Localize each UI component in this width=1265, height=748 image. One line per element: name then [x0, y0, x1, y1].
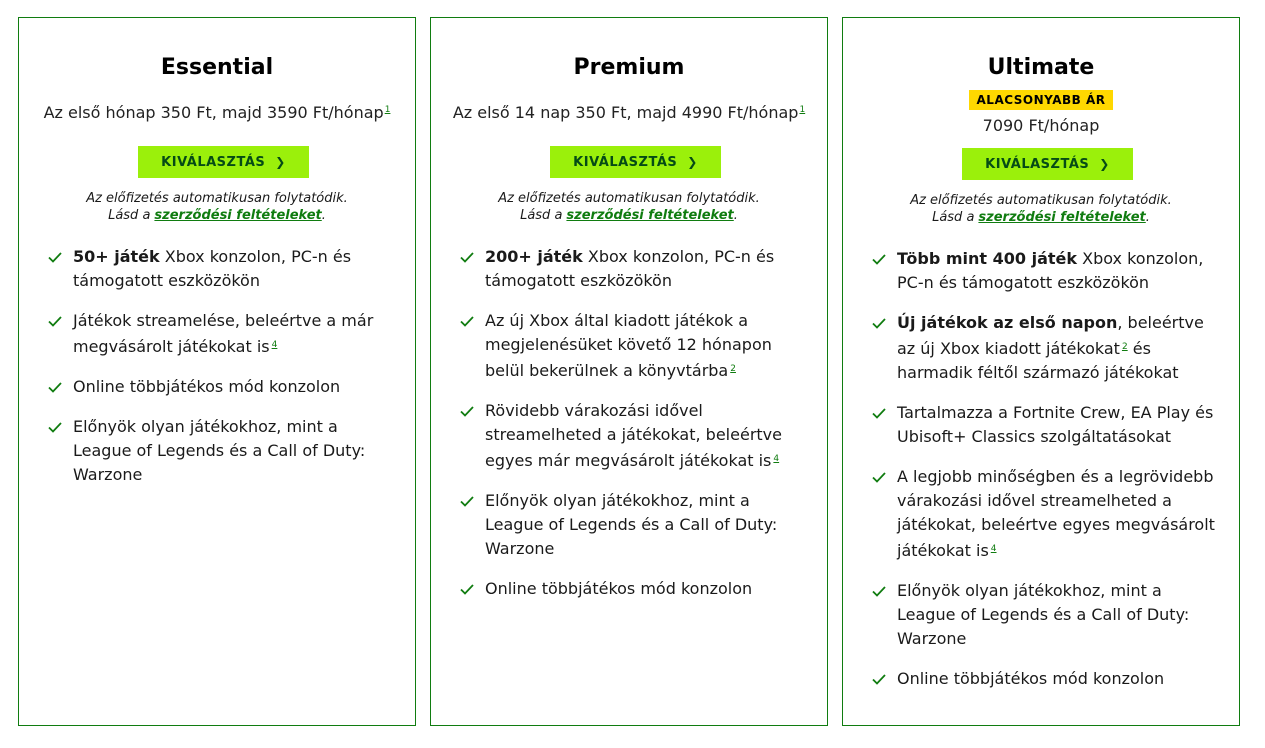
feature-text: Online többjátékos mód konzolon: [897, 669, 1165, 688]
feature-text: , beleértve az új Xbox kiadott játékokat: [897, 313, 1204, 358]
plan-title: Ultimate: [987, 55, 1095, 80]
feature-text: Az új Xbox által kiadott játékok a megjelenésüket követő 12 hónapon belül bekerülnek a könyvtárba: [485, 311, 772, 380]
feature-item: [871, 667, 1219, 691]
select-plan-button[interactable]: KIVÁLASZTÁS ❯: [138, 146, 309, 178]
checkmark-icon: [459, 403, 475, 419]
feature-item: [871, 247, 1219, 295]
terms-note: Az előfizetés automatikusan folytatódik. Lásd a szerződési feltételeket.: [910, 193, 1172, 225]
feature-item: [459, 489, 807, 561]
feature-item: [459, 309, 807, 383]
feature-highlight: 50+ játék: [73, 247, 160, 266]
select-plan-button[interactable]: KIVÁLASZTÁS ❯: [550, 146, 721, 178]
terms-link[interactable]: szerződési feltételeket: [978, 210, 1146, 225]
plan-card-ultimate: [842, 17, 1240, 726]
feature-list: [871, 247, 1219, 707]
feature-item: [47, 375, 395, 399]
checkmark-icon: [871, 405, 887, 421]
feature-text: Xbox konzolon, PC-n és támogatott eszközökön: [73, 247, 352, 290]
checkmark-icon: [871, 251, 887, 267]
feature-text: Előnyök olyan játékokhoz, mint a League of Legends és a Call of Duty: Warzone: [485, 491, 778, 558]
feature-list: [459, 245, 807, 617]
plan-price: Az első hónap 350 Ft, majd 3590 Ft/hónap$^1$: [43, 103, 391, 122]
checkmark-icon: [47, 249, 63, 265]
lower-price-badge: ALACSONYABB ÁR: [969, 90, 1114, 110]
feature-item: [459, 245, 807, 293]
footnote-link[interactable]: 1: [384, 105, 391, 115]
footnote-link[interactable]: 4: [271, 340, 278, 350]
plan-title: Premium: [573, 55, 685, 80]
checkmark-icon: [871, 469, 887, 485]
feature-text-continued: és harmadik féltől származó játékokat: [897, 339, 1179, 382]
checkmark-icon: [47, 313, 63, 329]
feature-highlight: Több mint 400 játék: [897, 249, 1078, 268]
feature-text: Online többjátékos mód konzolon: [73, 377, 341, 396]
checkmark-icon: [459, 313, 475, 329]
feature-text: Tartalmazza a Fortnite Crew, EA Play és Ubisoft+ Classics szolgáltatásokat: [897, 403, 1214, 446]
checkmark-icon: [47, 419, 63, 435]
plan-price: 7090 Ft/hónap: [982, 116, 1100, 135]
terms-note: Az előfizetés automatikusan folytatódik. Lásd a szerződési feltételeket.: [86, 191, 348, 223]
chevron-right-icon: ❯: [687, 155, 698, 169]
plan-price: Az első 14 nap 350 Ft, majd 4990 Ft/hónap$^1$: [452, 103, 806, 122]
feature-item: [47, 415, 395, 487]
checkmark-icon: [47, 379, 63, 395]
checkmark-icon: [871, 671, 887, 687]
feature-item: [871, 579, 1219, 651]
feature-item: [871, 465, 1219, 563]
chevron-right-icon: ❯: [1099, 157, 1110, 171]
plan-card-premium: [430, 17, 828, 726]
checkmark-icon: [459, 249, 475, 265]
feature-highlight: Új játékok az első napon: [897, 313, 1118, 332]
footnote-link[interactable]: 4: [990, 544, 997, 554]
feature-text: Online többjátékos mód konzolon: [485, 579, 753, 598]
chevron-right-icon: ❯: [275, 155, 286, 169]
feature-item: [871, 401, 1219, 449]
footnote-link[interactable]: 2: [730, 364, 736, 374]
feature-item: [459, 577, 807, 601]
feature-item: [47, 309, 395, 359]
plan-card-essential: [18, 17, 416, 726]
feature-text: Rövidebb várakozási idővel streamelheted a játékokat, beleértve egyes már megvásárolt játékokat is: [485, 401, 782, 470]
footnote-link[interactable]: 4: [773, 454, 780, 464]
feature-text: Xbox konzolon, PC-n és támogatott eszközökön: [897, 249, 1204, 292]
feature-text: Előnyök olyan játékokhoz, mint a League of Legends és a Call of Duty: Warzone: [73, 417, 366, 484]
checkmark-icon: [459, 581, 475, 597]
footnote-link[interactable]: 2: [1121, 342, 1128, 352]
feature-text: A legjobb minőségben és a legrövidebb várakozási idővel streamelheted a játékokat, beleértve egyes megvásárolt játékokat is: [897, 467, 1215, 560]
footnote-link[interactable]: 1: [799, 105, 806, 115]
checkmark-icon: [459, 493, 475, 509]
feature-item: [459, 399, 807, 473]
terms-note: Az előfizetés automatikusan folytatódik. Lásd a szerződési feltételeket.: [498, 191, 760, 223]
select-plan-button[interactable]: KIVÁLASZTÁS ❯: [962, 148, 1133, 180]
terms-link[interactable]: szerződési feltételeket: [566, 208, 734, 223]
plan-title: Essential: [160, 55, 274, 80]
checkmark-icon: [871, 583, 887, 599]
checkmark-icon: [871, 315, 887, 331]
feature-highlight: 200+ játék: [485, 247, 583, 266]
feature-item: [871, 311, 1219, 385]
feature-text: Játékok streamelése, beleértve a már megvásárolt játékokat is: [73, 311, 374, 356]
terms-link[interactable]: szerződési feltételeket: [154, 208, 322, 223]
feature-list: [47, 245, 395, 503]
feature-text: Előnyök olyan játékokhoz, mint a League of Legends és a Call of Duty: Warzone: [897, 581, 1190, 648]
feature-text: Xbox konzolon, PC-n és támogatott eszközökön: [485, 247, 775, 290]
feature-item: [47, 245, 395, 293]
